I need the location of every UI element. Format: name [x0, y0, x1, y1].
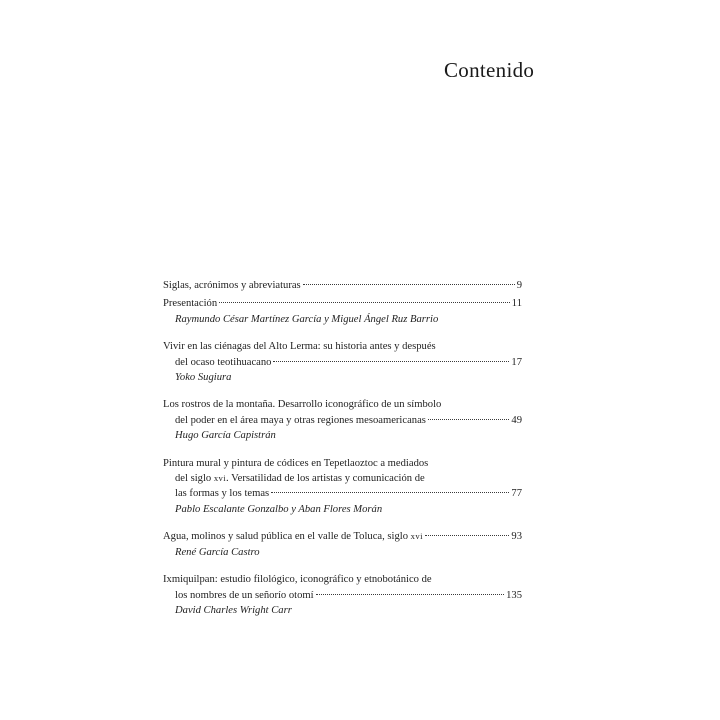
- dot-leader: [219, 301, 510, 303]
- toc-entry: [163, 339, 522, 385]
- toc-entry-line: [163, 572, 522, 587]
- toc-entry-title: Ixmiquilpan: estudio filológico, iconográfico y etnobotánico de: [163, 574, 432, 586]
- toc-entry-line: [163, 397, 522, 412]
- toc-entry-author: René García Castro: [175, 546, 260, 558]
- toc-entry-line: [163, 413, 522, 428]
- toc-page-number: 135: [506, 589, 522, 601]
- toc-entry-author: Hugo García Capistrán: [175, 430, 276, 442]
- dot-leader: [271, 491, 509, 493]
- toc-entry-line: [163, 339, 522, 354]
- toc-text-part: del siglo: [175, 473, 214, 485]
- toc-entry-author: David Charles Wright Carr: [175, 604, 292, 616]
- toc-page-number: 17: [511, 356, 522, 368]
- toc-entry-title: Los rostros de la montaña. Desarrollo iconográfico de un símbolo: [163, 399, 442, 411]
- toc-entry: [163, 397, 522, 443]
- dot-leader: [303, 283, 515, 285]
- toc-entry-line: [163, 456, 522, 471]
- toc-entry: [163, 529, 522, 560]
- table-of-contents: [163, 278, 522, 630]
- toc-entry-line: [163, 471, 522, 486]
- toc-text-part: Agua, molinos y salud pública en el valle de Toluca, siglo: [163, 531, 411, 543]
- dot-leader: [428, 418, 510, 420]
- dot-leader: [425, 534, 510, 536]
- toc-entry-title: [163, 529, 423, 544]
- toc-entry-author: Yoko Sugiura: [175, 372, 232, 384]
- toc-entry-title: Pintura mural y pintura de códices en Tepetlaoztoc a mediados: [163, 457, 429, 469]
- toc-entry: [163, 278, 522, 293]
- toc-page-number: 93: [511, 531, 522, 543]
- toc-entry-line: [163, 529, 522, 544]
- toc-entry-title-continued: del ocaso teotihuacano: [175, 356, 272, 368]
- small-caps-century: xvi: [213, 473, 227, 484]
- toc-entry-line: [163, 588, 522, 603]
- toc-entry: [163, 296, 522, 327]
- toc-entry-title-continued: las formas y los temas: [175, 488, 270, 500]
- toc-entry-line: [163, 278, 522, 293]
- toc-entry-author: Raymundo César Martínez García y Miguel Ángel Ruz Barrio: [175, 313, 439, 325]
- toc-entry-author: Pablo Escalante Gonzalbo y Aban Flores Morán: [175, 503, 383, 515]
- dot-leader: [273, 360, 509, 362]
- toc-entry-title: Siglas, acrónimos y abreviaturas: [163, 280, 301, 291]
- toc-entry-title-continued: del poder en el área maya y otras regiones mesoamericanas: [175, 414, 426, 426]
- toc-entry-title: Vivir en las ciénagas del Alto Lerma: su historia antes y después: [163, 341, 436, 353]
- toc-entry-line: [163, 296, 522, 311]
- toc-entry: [163, 456, 522, 518]
- toc-entry-line: [163, 355, 522, 370]
- toc-page-number: 49: [511, 414, 522, 426]
- toc-entry-title-continued: los nombres de un señorío otomí: [175, 589, 314, 601]
- toc-entry-title: Presentación: [163, 298, 218, 310]
- toc-page-number: 11: [511, 298, 522, 310]
- toc-entry: [163, 572, 522, 618]
- page-title: Contenido: [444, 58, 535, 82]
- toc-page-number: 77: [511, 488, 522, 500]
- small-caps-century: xvi: [410, 531, 423, 542]
- toc-text-part: . Versatilidad de los artistas y comunicación de: [226, 473, 425, 485]
- dot-leader: [316, 593, 505, 595]
- toc-entry-line: [163, 486, 522, 501]
- toc-page-number: 9: [516, 280, 522, 291]
- toc-entry-title-continued: [175, 471, 425, 486]
